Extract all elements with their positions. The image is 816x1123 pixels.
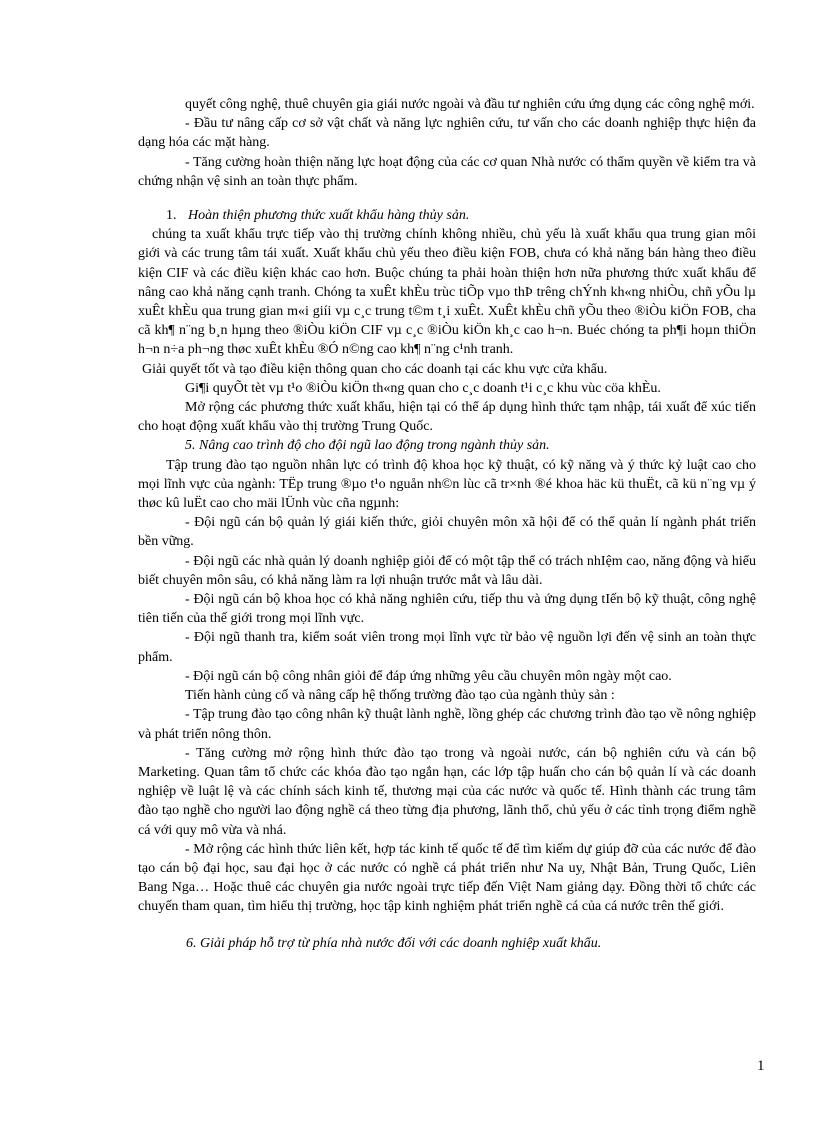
bullet-paragraph: - Mở rộng các hình thức liên kết, hợp tác kinh tế quốc tế để tìm kiếm dự giúp đỡ của các nước để đào tạo cán bộ đại học, sau đại học ở các nước có nghề cá phát triển như Na uy, Nhật Bản, Trung Quốc, Liên Bang Nga… Hoặc thuê các chuyên gia nước ngoài trực tiếp đến Việt Nam giảng dạy. Đồng thời tổ chức các chuyến tham quan, tìm hiểu thị trường, học tập kinh nghiệm phát triển nghề cá của cá nước trên thế giới.	[138, 841, 756, 915]
bullet-paragraph: - Đội ngũ cán bộ quản lý giái kiến thức, giỏi chuyên môn xã hội để có thể quản lí ngành phát triển bền vững.	[138, 515, 756, 550]
section-title: Hoàn thiện phương thức xuất khẩu hàng thủy sản.	[188, 208, 470, 224]
bullet-paragraph: - Tập trung đào tạo công nhân kỹ thuật lành nghề, lồng ghép các chương trình đào tạo về nông nghiệp và phát triển nông thôn.	[138, 707, 756, 742]
paragraph: Tập trung đào tạo nguồn nhân lực có trình độ khoa học kỹ thuật, có kỹ năng và ý thức kỷ luật cao cho mọi lĩnh vực của ngành: TËp trung ®µo t¹o nguån nh©n lùc cã tr×nh ®é khoa häc kü thuËt, cã kü n¨ng vµ ý thøc kû luËt cao cho mäi lÜnh vùc cña ngµnh:	[138, 457, 756, 512]
page-number: 1	[757, 1058, 765, 1074]
bullet-paragraph: - Tăng cường mở rộng hình thức đào tạo trong và ngoài nước, cán bộ nghiên cứu và cán bộ Marketing. Quan tâm tổ chức các khóa đào tạo ngắn hạn, các lớp tập huấn cho cán bộ quản lí và các doanh nghiệp về luật lệ và các chính sách kinh tế, thương mại của các nước và quốc tế. Hình thành các trung tâm đào tạo nghề cho người lao động nghề cá theo từng địa phương, lãnh thổ, chủ yếu ở các tỉnh trọng điểm nghề cá với quy mô vừa và nhá.	[138, 745, 756, 838]
section-heading-5: 5. Nâng cao trình độ cho đội ngũ lao động trong ngành thủy sản.	[185, 438, 550, 454]
bullet-paragraph: - Đầu tư nâng cấp cơ sở vật chất và năng lực nghiên cứu, tư vấn cho các doanh nghiệp thực hiện đa dạng hóa các mặt hàng.	[138, 116, 756, 151]
section-heading-1	[138, 206, 756, 225]
paragraph: quyết công nghệ, thuê chuyên gia giái nước ngoài và đầu tư nghiên cứu ứng dụng các công nghệ mới.	[185, 97, 755, 112]
bullet-paragraph: - Đội ngũ các nhà quản lý doanh nghiệp giỏi để có một tập thể có trách nhIệm cao, năng động và hiểu biết chuyên môn sâu, có khả năng làm ra lợi nhuận trước mắt và lâu dài.	[138, 553, 756, 588]
paragraph: chúng ta xuất khẩu trực tiếp vào thị trường chính không nhiều, chủ yếu là xuất khẩu qua trung gian môi giới và các trung tâm tái xuất. Xuất khẩu chủ yếu theo điều kiện FOB, chưa có khả năng bán hàng theo điều kiện CIF và các điều kiện khác cao hơn. Buộc chúng ta phải hoàn thiện hơn nữa phương thức xuất khẩu để nâng cao khả năng cạnh tranh. Chóng ta xuÊt khÈu trùc tiÕp vµo thÞ trêng chÝnh kh«ng nhiÒu, chñ yÕu lµ xuÊt khÈu qua trung gian m«i giíi vµ c¸c trung t©m t¸i xuÊt. XuÊt khÈu chñ yÕu theo ®iÒu kiÖn FOB, cha cã kh¶ n¨ng b¸n hµng theo ®iÒu kiÖn CIF vµ c¸c ®iÒu kiÖn kh¸c cao h¬n. Buéc chóng ta ph¶i hoµn thiÖn h¬n n÷a ph¬ng thøc xuÊt khÈu ®Ó n©ng cao kh¶ n¨ng c¹nh tranh.	[138, 227, 756, 358]
bullet-paragraph: - Tăng cường hoàn thiện năng lực hoạt động của các cơ quan Nhà nước có thẩm quyền về kiểm tra và chứng nhận vệ sinh an toàn thực phẩm.	[138, 154, 756, 189]
bullet-paragraph: - Đội ngũ cán bộ khoa học có khả năng nghiên cứu, tiếp thu và ứng dụng tIến bộ kỹ thuật, công nghệ tiên tiến của thế giới trong mọi lĩnh vực.	[138, 592, 756, 627]
page-body	[138, 95, 756, 953]
paragraph: Tiến hành củng cố và nâng cấp hệ thống trường đào tạo của ngành thủy sản :	[185, 688, 615, 704]
paragraph: Mở rộng các phương thức xuất khẩu, hiện tại có thể áp dụng hình thức tạm nhập, tái xuất để xúc tiến cho hoạt động xuất khẩu vào thị trường Trung Quốc.	[138, 400, 756, 435]
section-number: 1.	[166, 208, 177, 224]
section-heading-6: 6. Giải pháp hỗ trợ từ phía nhà nước đối với các doanh nghiệp xuất khẩu.	[186, 935, 602, 951]
paragraph: Giải quyết tốt và tạo điều kiện thông quan cho các doanh tại các khu vực cửa khẩu.	[142, 361, 608, 377]
bullet-paragraph: - Đội ngũ thanh tra, kiểm soát viên trong mọi lĩnh vực từ bảo vệ nguồn lợi đến vệ sinh an toàn thực phẩm.	[138, 630, 756, 665]
bullet-paragraph: - Đội ngũ cán bộ công nhân giỏi để đáp ứng những yêu cầu chuyên môn ngày một cao.	[185, 668, 672, 684]
paragraph: Gi¶i quyÕt tèt vµ t¹o ®iÒu kiÖn th«ng quan cho c¸c doanh t¹i c¸c khu vùc cöa khÈu.	[185, 380, 661, 396]
